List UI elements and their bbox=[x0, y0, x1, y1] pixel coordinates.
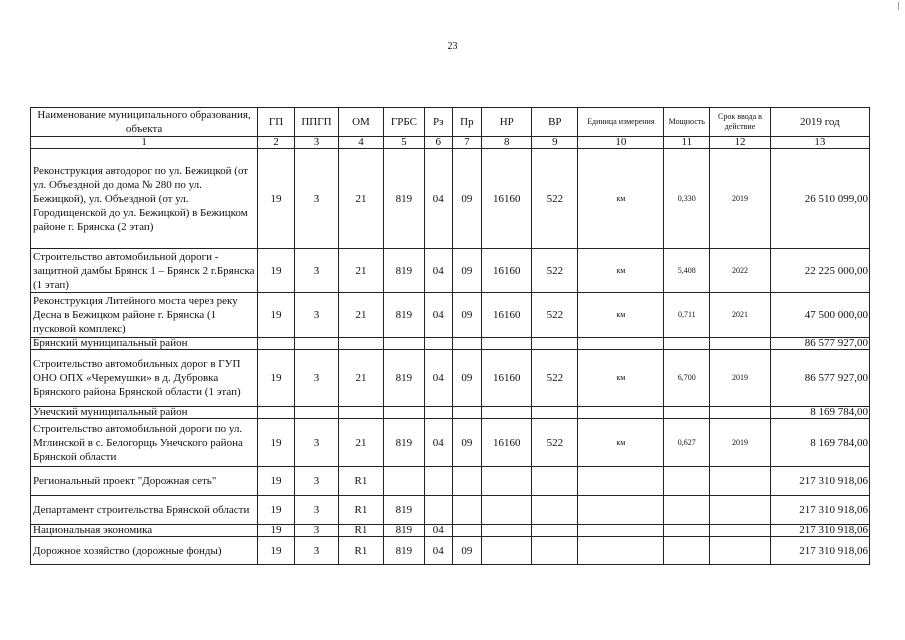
cell-capacity bbox=[664, 407, 710, 419]
cell-om: 21 bbox=[338, 249, 383, 293]
cell-grbs: 819 bbox=[383, 149, 424, 249]
cell-nr: 16160 bbox=[482, 350, 532, 407]
cell-deadline: 2021 bbox=[710, 293, 770, 338]
cell-pr: 09 bbox=[452, 419, 482, 467]
cell-unit: км bbox=[578, 249, 664, 293]
cell-pr: 09 bbox=[452, 293, 482, 338]
cell-nr bbox=[482, 525, 532, 537]
cell-capacity bbox=[664, 537, 710, 565]
cell-deadline: 2022 bbox=[710, 249, 770, 293]
cell-rz: 04 bbox=[424, 293, 452, 338]
cell-amount: 217 310 918,06 bbox=[770, 525, 869, 537]
cell-ppgp: 3 bbox=[294, 537, 338, 565]
header-cell: Срок ввода в действие bbox=[710, 108, 770, 137]
cell-grbs: 819 bbox=[383, 419, 424, 467]
cell-pr: 09 bbox=[452, 537, 482, 565]
cell-vr: 522 bbox=[532, 149, 578, 249]
cell-grbs bbox=[383, 467, 424, 496]
column-number-cell: 11 bbox=[664, 137, 710, 149]
column-number-cell: 3 bbox=[294, 137, 338, 149]
cell-pr bbox=[452, 467, 482, 496]
cell-name: Региональный проект "Дорожная сеть" bbox=[31, 467, 258, 496]
cell-unit: км bbox=[578, 419, 664, 467]
cell-name: Строительство автомобильных дорог в ГУП ОНО ОПХ «Черемушки» в д. Дубровка Брянского района Брянской области (1 этап) bbox=[31, 350, 258, 407]
table-row bbox=[31, 407, 870, 419]
cell-rz: 04 bbox=[424, 537, 452, 565]
cell-grbs: 819 bbox=[383, 496, 424, 525]
cell-nr: 16160 bbox=[482, 293, 532, 338]
cell-capacity: 0,627 bbox=[664, 419, 710, 467]
cell-rz: 04 bbox=[424, 525, 452, 537]
cell-amount: 86 577 927,00 bbox=[770, 350, 869, 407]
cell-ppgp: 3 bbox=[294, 496, 338, 525]
cell-gp: 19 bbox=[258, 350, 295, 407]
cell-rz: 04 bbox=[424, 149, 452, 249]
cell-nr bbox=[482, 338, 532, 350]
cell-ppgp: 3 bbox=[294, 149, 338, 249]
cell-om: R1 bbox=[338, 467, 383, 496]
cell-deadline: 2019 bbox=[710, 149, 770, 249]
cell-grbs bbox=[383, 407, 424, 419]
cell-name: Строительство автомобильной дороги - защитной дамбы Брянск 1 – Брянск 2 г.Брянска (1 этап) bbox=[31, 249, 258, 293]
cell-nr bbox=[482, 496, 532, 525]
column-number-cell: 10 bbox=[578, 137, 664, 149]
cell-capacity bbox=[664, 338, 710, 350]
cell-amount: 217 310 918,06 bbox=[770, 537, 869, 565]
cell-vr: 522 bbox=[532, 293, 578, 338]
cell-rz: 04 bbox=[424, 350, 452, 407]
cell-om: R1 bbox=[338, 496, 383, 525]
cell-pr: 09 bbox=[452, 249, 482, 293]
column-number-cell: 5 bbox=[383, 137, 424, 149]
cell-om: 21 bbox=[338, 350, 383, 407]
cell-ppgp: 3 bbox=[294, 350, 338, 407]
cell-om: R1 bbox=[338, 537, 383, 565]
cell-deadline bbox=[710, 537, 770, 565]
header-cell: НР bbox=[482, 108, 532, 137]
cell-vr bbox=[532, 537, 578, 565]
cell-name: Реконструкция Литейного моста через реку Десна в Бежицком районе г. Брянска (1 пусковой комплекс) bbox=[31, 293, 258, 338]
cell-ppgp: 3 bbox=[294, 525, 338, 537]
cell-deadline: 2019 bbox=[710, 350, 770, 407]
header-cell: Единица измерения bbox=[578, 108, 664, 137]
cell-pr: 09 bbox=[452, 149, 482, 249]
cell-gp: 19 bbox=[258, 467, 295, 496]
header-row bbox=[31, 108, 870, 137]
header-cell: ВР bbox=[532, 108, 578, 137]
cell-grbs: 819 bbox=[383, 350, 424, 407]
cell-pr bbox=[452, 525, 482, 537]
cell-pr bbox=[452, 407, 482, 419]
cell-capacity bbox=[664, 467, 710, 496]
cell-vr: 522 bbox=[532, 350, 578, 407]
cell-unit bbox=[578, 537, 664, 565]
cell-capacity bbox=[664, 496, 710, 525]
cell-gp: 19 bbox=[258, 419, 295, 467]
cell-name: Брянский муниципальный район bbox=[31, 338, 258, 350]
cell-grbs bbox=[383, 338, 424, 350]
budget-table bbox=[30, 107, 870, 565]
cell-unit: км bbox=[578, 350, 664, 407]
cell-gp: 19 bbox=[258, 149, 295, 249]
cell-vr bbox=[532, 467, 578, 496]
column-number-cell: 6 bbox=[424, 137, 452, 149]
cell-name: Дорожное хозяйство (дорожные фонды) bbox=[31, 537, 258, 565]
column-number-cell: 2 bbox=[258, 137, 295, 149]
cell-pr: 09 bbox=[452, 350, 482, 407]
cell-unit bbox=[578, 338, 664, 350]
cell-amount: 47 500 000,00 bbox=[770, 293, 869, 338]
cell-vr: 522 bbox=[532, 249, 578, 293]
cell-om: R1 bbox=[338, 525, 383, 537]
cell-rz: 04 bbox=[424, 419, 452, 467]
cell-deadline bbox=[710, 496, 770, 525]
table-row bbox=[31, 525, 870, 537]
cell-vr: 522 bbox=[532, 419, 578, 467]
cell-nr: 16160 bbox=[482, 149, 532, 249]
cell-nr bbox=[482, 467, 532, 496]
cell-nr: 16160 bbox=[482, 419, 532, 467]
cell-ppgp: 3 bbox=[294, 293, 338, 338]
cell-rz: 04 bbox=[424, 249, 452, 293]
table-row bbox=[31, 467, 870, 496]
cell-gp: 19 bbox=[258, 496, 295, 525]
column-number-cell: 9 bbox=[532, 137, 578, 149]
cell-amount: 26 510 099,00 bbox=[770, 149, 869, 249]
header-cell: Наименование муниципального образования, объекта bbox=[31, 108, 258, 137]
column-number-row bbox=[31, 137, 870, 149]
corner-mark bbox=[898, 2, 899, 10]
cell-amount: 22 225 000,00 bbox=[770, 249, 869, 293]
table-row bbox=[31, 350, 870, 407]
column-number-cell: 12 bbox=[710, 137, 770, 149]
table-row bbox=[31, 149, 870, 249]
column-number-cell: 4 bbox=[338, 137, 383, 149]
header-cell: ГРБС bbox=[383, 108, 424, 137]
cell-rz bbox=[424, 407, 452, 419]
cell-deadline bbox=[710, 467, 770, 496]
column-number-cell: 8 bbox=[482, 137, 532, 149]
cell-nr bbox=[482, 407, 532, 419]
cell-unit bbox=[578, 496, 664, 525]
cell-name: Унечский муниципальный район bbox=[31, 407, 258, 419]
cell-name: Строительство автомобильной дороги по ул. Мглинской в с. Белогорщь Унечского района Брянской области bbox=[31, 419, 258, 467]
cell-amount: 217 310 918,06 bbox=[770, 467, 869, 496]
cell-capacity: 0,330 bbox=[664, 149, 710, 249]
header-cell: Рз bbox=[424, 108, 452, 137]
table-row bbox=[31, 496, 870, 525]
cell-vr bbox=[532, 407, 578, 419]
cell-gp bbox=[258, 407, 295, 419]
cell-ppgp: 3 bbox=[294, 467, 338, 496]
cell-rz bbox=[424, 338, 452, 350]
cell-unit bbox=[578, 407, 664, 419]
cell-unit: км bbox=[578, 293, 664, 338]
cell-deadline bbox=[710, 407, 770, 419]
cell-vr bbox=[532, 338, 578, 350]
cell-grbs: 819 bbox=[383, 249, 424, 293]
cell-vr bbox=[532, 525, 578, 537]
cell-om bbox=[338, 407, 383, 419]
cell-capacity: 0,711 bbox=[664, 293, 710, 338]
cell-om: 21 bbox=[338, 419, 383, 467]
table-row bbox=[31, 338, 870, 350]
cell-om: 21 bbox=[338, 293, 383, 338]
cell-capacity bbox=[664, 525, 710, 537]
header-cell: Пр bbox=[452, 108, 482, 137]
cell-amount: 8 169 784,00 bbox=[770, 419, 869, 467]
cell-amount: 86 577 927,00 bbox=[770, 338, 869, 350]
cell-amount: 8 169 784,00 bbox=[770, 407, 869, 419]
cell-gp: 19 bbox=[258, 249, 295, 293]
table-row bbox=[31, 293, 870, 338]
table-row bbox=[31, 419, 870, 467]
cell-gp: 19 bbox=[258, 525, 295, 537]
cell-gp: 19 bbox=[258, 537, 295, 565]
cell-ppgp: 3 bbox=[294, 249, 338, 293]
cell-om bbox=[338, 338, 383, 350]
cell-grbs: 819 bbox=[383, 537, 424, 565]
cell-unit bbox=[578, 525, 664, 537]
cell-amount: 217 310 918,06 bbox=[770, 496, 869, 525]
cell-nr bbox=[482, 537, 532, 565]
header-cell: ППГП bbox=[294, 108, 338, 137]
cell-deadline bbox=[710, 525, 770, 537]
cell-grbs: 819 bbox=[383, 525, 424, 537]
cell-ppgp bbox=[294, 338, 338, 350]
header-cell: Мощность bbox=[664, 108, 710, 137]
header-cell: ГП bbox=[258, 108, 295, 137]
header-cell: 2019 год bbox=[770, 108, 869, 137]
header-cell: ОМ bbox=[338, 108, 383, 137]
page-number: 23 bbox=[447, 41, 458, 52]
cell-rz bbox=[424, 467, 452, 496]
cell-unit: км bbox=[578, 149, 664, 249]
table-row bbox=[31, 537, 870, 565]
cell-capacity: 5,408 bbox=[664, 249, 710, 293]
cell-capacity: 6,700 bbox=[664, 350, 710, 407]
cell-nr: 16160 bbox=[482, 249, 532, 293]
cell-rz bbox=[424, 496, 452, 525]
cell-pr bbox=[452, 338, 482, 350]
cell-pr bbox=[452, 496, 482, 525]
cell-ppgp bbox=[294, 407, 338, 419]
cell-ppgp: 3 bbox=[294, 419, 338, 467]
table-row bbox=[31, 249, 870, 293]
cell-grbs: 819 bbox=[383, 293, 424, 338]
column-number-cell: 7 bbox=[452, 137, 482, 149]
cell-unit bbox=[578, 467, 664, 496]
cell-gp bbox=[258, 338, 295, 350]
column-number-cell: 13 bbox=[770, 137, 869, 149]
cell-name: Департамент строительства Брянской области bbox=[31, 496, 258, 525]
column-number-cell: 1 bbox=[31, 137, 258, 149]
cell-name: Реконструкция автодорог по ул. Бежицкой (от ул. Объездной до дома № 280 по ул. Бежицкой), ул. Объездной (от ул. Городищенской до ул. Бежицкой) в Бежицком районе г. Брянска (2 этап) bbox=[31, 149, 258, 249]
cell-deadline: 2019 bbox=[710, 419, 770, 467]
cell-deadline bbox=[710, 338, 770, 350]
cell-gp: 19 bbox=[258, 293, 295, 338]
cell-name: Национальная экономика bbox=[31, 525, 258, 537]
cell-vr bbox=[532, 496, 578, 525]
cell-om: 21 bbox=[338, 149, 383, 249]
